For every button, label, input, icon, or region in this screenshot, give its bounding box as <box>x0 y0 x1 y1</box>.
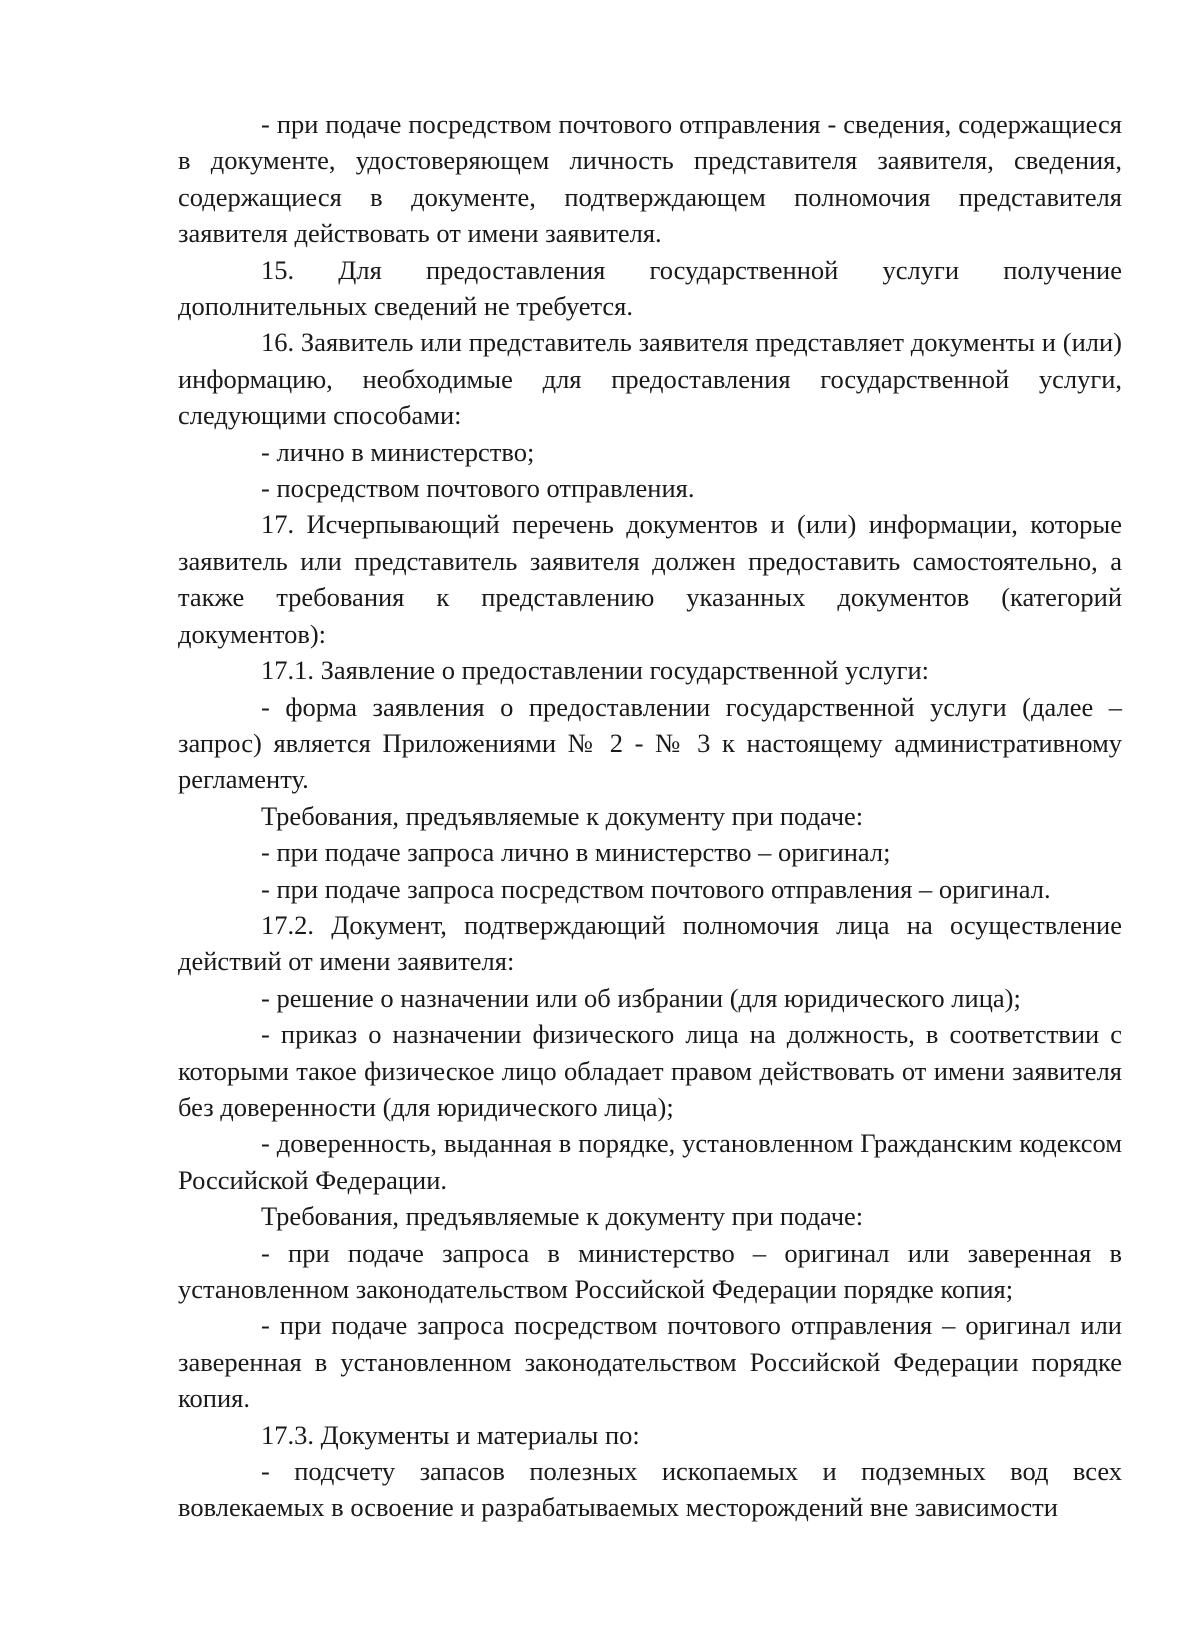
paragraph-15: 15. Для предоставления государственной услуги получение дополнительных сведений не требуется. <box>178 254 1122 322</box>
paragraph-17-2: 17.2. Документ, подтверждающий полномочия лица на осуществление действий от имени заявителя: <box>178 909 1122 977</box>
requirements-heading-2: Требования, предъявляемые к документу при подаче: <box>261 1201 864 1232</box>
requirements-heading-1: Требования, предъявляемые к документу при подаче: <box>261 800 864 831</box>
list-item-postal-original: - при подаче запроса посредством почтового отправления – оригинал. <box>261 873 1051 904</box>
list-item-reserves-calculation: - подсчету запасов полезных ископаемых и подземных вод всех вовлекаемых в освоение и разрабатываемых месторождений вне зависимости <box>178 1456 1122 1523</box>
paragraph-17-1: 17.1. Заявление о предоставлении государственной услуги: <box>261 655 929 686</box>
list-item-in-person-original: - при подаче запроса лично в министерство – оригинал; <box>261 837 891 868</box>
paragraph-postal-representative-info: - при подаче посредством почтового отправления - сведения, содержащиеся в документе, удостоверяющем личность представителя заявителя, сведения, содержащиеся в документе, подтверждающем полномочия представителя заявителя действовать от имени заявителя. <box>178 109 1122 249</box>
list-item-ministry-original-or-copy: - при подаче запроса в министерство – оригинал или заверенная в установленном законодательством Российской Федерации порядке копия; <box>178 1237 1122 1304</box>
list-item-appointment-decision: - решение о назначении или об избрании (для юридического лица); <box>261 982 1021 1013</box>
list-item-power-of-attorney: - доверенность, выданная в порядке, установленном Гражданским кодексом Российской Федерации. <box>178 1128 1122 1195</box>
paragraph-17-3: 17.3. Документы и материалы по: <box>261 1419 640 1450</box>
list-item-appointment-order: - приказ о назначении физического лица на должность, в соответствии с которыми такое физическое лицо обладает правом действовать от имени заявителя без доверенности (для юридического лица); <box>178 1019 1122 1122</box>
document-page <box>178 106 1122 1526</box>
paragraph-16: 16. Заявитель или представитель заявителя представляет документы и (или) информацию, необходимые для предоставления государственной услуги, следующими способами: <box>178 327 1122 431</box>
list-item-application-form: - форма заявления о предоставлении государственной услуги (далее – запрос) является Приложениями № 2 - № 3 к настоящему административному регламенту. <box>178 691 1122 795</box>
paragraph-17: 17. Исчерпывающий перечень документов и (или) информации, которые заявитель или представитель заявителя должен предоставить самостоятельно, а также требования к представлению указанных документов (категорий документов): <box>178 509 1122 649</box>
list-item-postal-original-or-copy: - при подаче запроса посредством почтового отправления – оригинал или заверенная в установленном законодательством Российской Федерации порядке копия. <box>178 1310 1122 1414</box>
list-item-in-person: - лично в министерство; <box>261 436 535 467</box>
list-item-by-post: - посредством почтового отправления. <box>261 473 695 504</box>
